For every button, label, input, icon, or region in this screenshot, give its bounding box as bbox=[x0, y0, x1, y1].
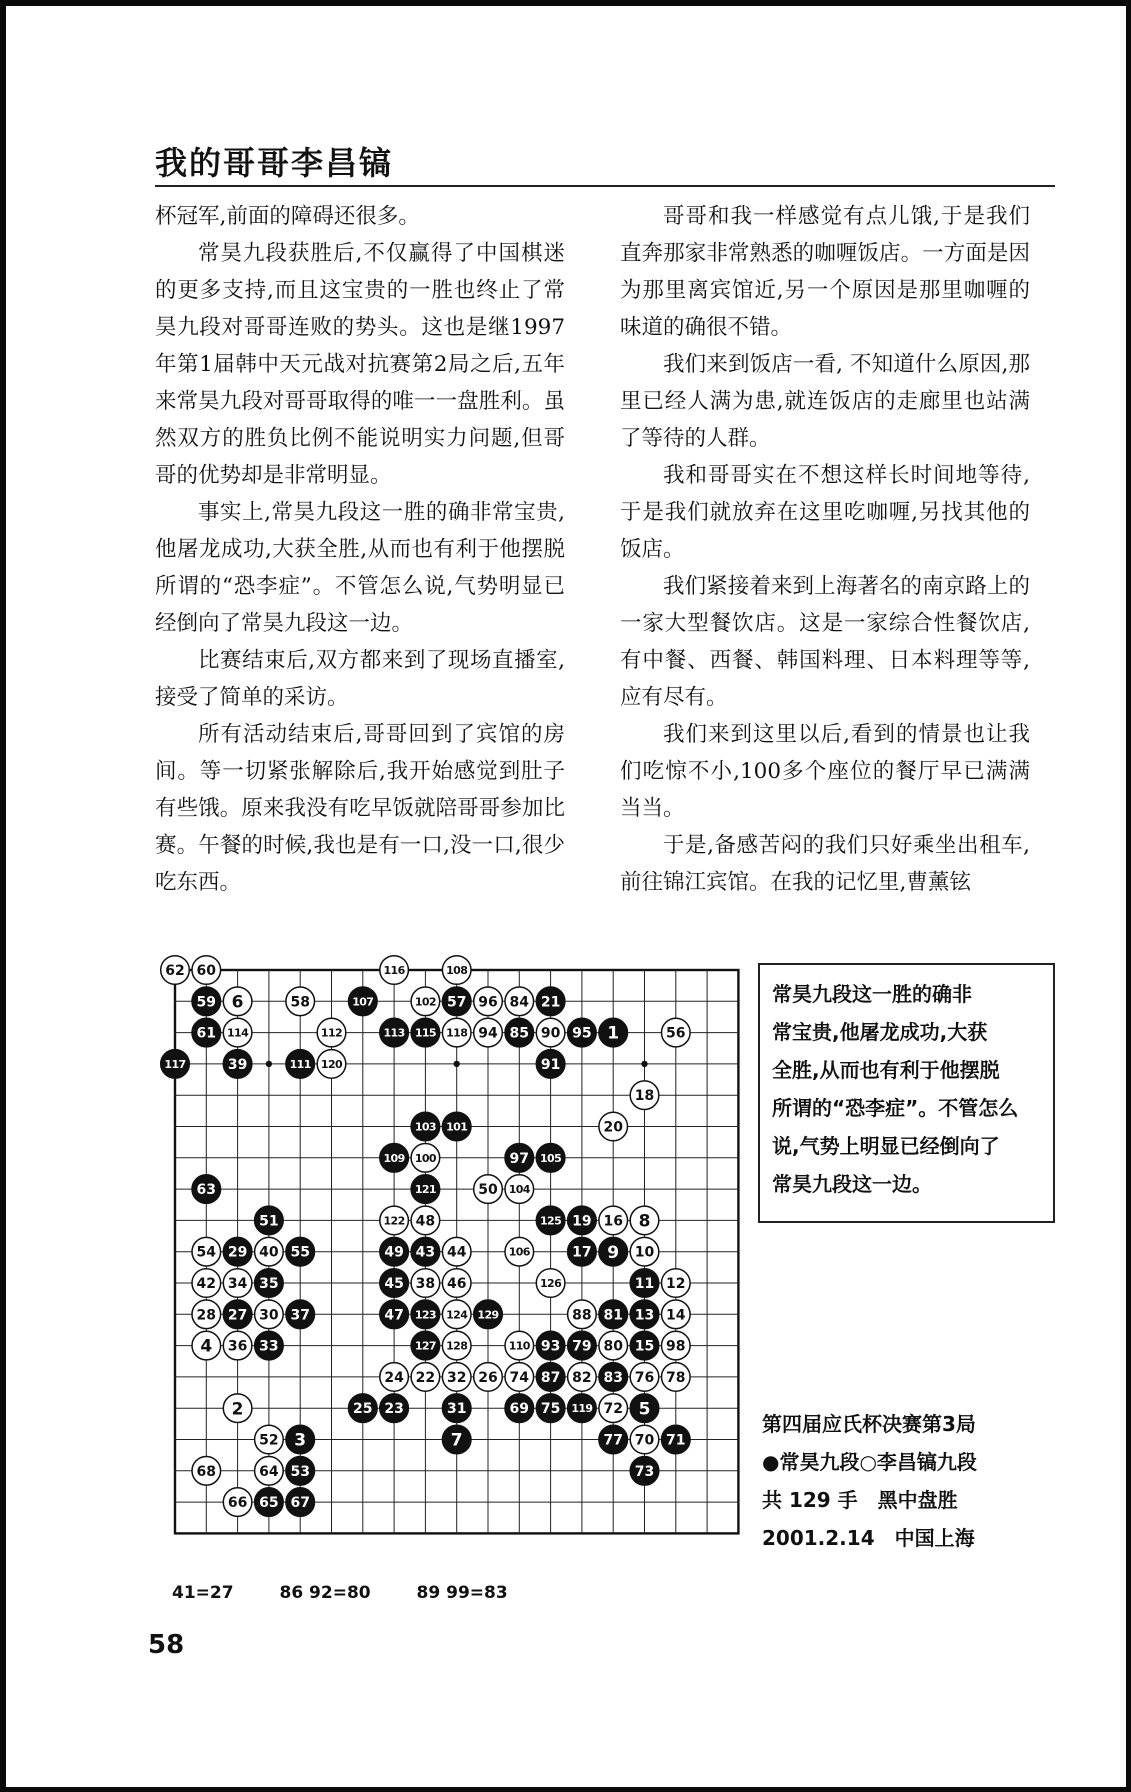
move-note: 86 92=80 bbox=[279, 1583, 371, 1603]
move-number: 18 bbox=[634, 1088, 655, 1105]
move-number: 75 bbox=[540, 1401, 561, 1418]
move-number: 26 bbox=[478, 1369, 498, 1386]
move-number: 98 bbox=[666, 1338, 686, 1355]
go-board-svg bbox=[164, 963, 728, 1555]
move-number: 55 bbox=[290, 1244, 310, 1261]
move-number: 17 bbox=[572, 1244, 592, 1261]
page-number: 58 bbox=[148, 1630, 185, 1660]
move-number: 42 bbox=[196, 1276, 217, 1293]
move-notes bbox=[172, 1583, 548, 1603]
game-players: ●常昊九段○李昌镐九段 bbox=[762, 1450, 977, 1474]
move-number: 32 bbox=[446, 1369, 467, 1386]
move-number: 29 bbox=[227, 1244, 248, 1261]
move-number: 81 bbox=[603, 1307, 623, 1324]
move-number: 71 bbox=[666, 1432, 686, 1449]
move-number: 13 bbox=[634, 1307, 655, 1324]
move-number: 49 bbox=[384, 1244, 404, 1261]
move-number: 47 bbox=[384, 1307, 404, 1324]
move-number: 84 bbox=[509, 994, 530, 1011]
move-number: 127 bbox=[414, 1339, 436, 1353]
move-note: 41=27 bbox=[172, 1583, 234, 1603]
move-note: 89 99=83 bbox=[416, 1583, 508, 1603]
move-number: 87 bbox=[540, 1369, 561, 1386]
move-number: 72 bbox=[603, 1401, 623, 1418]
move-number: 19 bbox=[572, 1213, 592, 1230]
quote-line: 常宝贵,他屠龙成功,大获 bbox=[772, 1020, 988, 1044]
page-border-bottom bbox=[0, 1787, 1131, 1792]
move-number: 51 bbox=[259, 1213, 279, 1230]
move-number: 105 bbox=[540, 1151, 562, 1165]
quote-line: 说,气势上明显已经倒向了 bbox=[772, 1134, 1000, 1158]
move-number: 25 bbox=[353, 1401, 373, 1418]
page-header-title: 我的哥哥李昌镐 bbox=[155, 144, 394, 182]
move-number: 23 bbox=[384, 1401, 404, 1418]
move-number: 83 bbox=[603, 1369, 623, 1386]
move-number: 76 bbox=[634, 1369, 655, 1386]
paragraph: 常昊九段获胜后,不仅赢得了中国棋迷的更多支持,而且这宝贵的一胜也终止了常昊九段对哥哥连败的势头。这也是继1997年第1届韩中天元战对抗赛第2局之后,五年来常昊九段对哥哥取得的唯一一盘胜利。虽然双方的胜负比例不能说明实力问题,但哥哥的优势却是非常明显。 bbox=[155, 241, 565, 488]
move-number: 118 bbox=[446, 1026, 468, 1040]
move-number: 80 bbox=[603, 1338, 623, 1355]
move-number: 67 bbox=[290, 1495, 310, 1512]
move-number: 40 bbox=[259, 1244, 279, 1261]
move-number: 68 bbox=[196, 1463, 217, 1480]
move-number: 126 bbox=[540, 1276, 562, 1290]
paragraph: 事实上,常昊九段这一胜的确非常宝贵,他屠龙成功,大获全胜,从而也有利于他摆脱所谓的“恐李症”。不管怎么说,气势明显已经倒向了常昊九段这一边。 bbox=[155, 500, 565, 636]
game-result: 共 129 手 黑中盘胜 bbox=[762, 1488, 958, 1512]
move-number: 88 bbox=[572, 1307, 592, 1324]
move-number: 59 bbox=[196, 994, 217, 1011]
move-number: 48 bbox=[415, 1213, 436, 1230]
move-number: 4 bbox=[200, 1336, 213, 1357]
move-number: 101 bbox=[446, 1120, 468, 1134]
move-number: 12 bbox=[666, 1276, 686, 1293]
move-number: 124 bbox=[446, 1308, 468, 1322]
page-border-left bbox=[0, 0, 6, 1792]
move-number: 21 bbox=[540, 994, 561, 1011]
move-number: 85 bbox=[509, 1025, 530, 1042]
move-number: 114 bbox=[227, 1026, 249, 1040]
move-number: 34 bbox=[227, 1276, 248, 1293]
pull-quote-box bbox=[758, 963, 1055, 1223]
move-number: 116 bbox=[383, 963, 405, 977]
move-number: 10 bbox=[634, 1244, 655, 1261]
move-number: 44 bbox=[446, 1244, 467, 1261]
move-number: 94 bbox=[478, 1025, 498, 1042]
move-number: 30 bbox=[259, 1307, 279, 1324]
move-number: 14 bbox=[666, 1307, 686, 1324]
move-number: 38 bbox=[415, 1276, 436, 1293]
page-border-top bbox=[0, 0, 1131, 6]
paragraph: 比赛结束后,双方都来到了现场直播室,接受了简单的采访。 bbox=[155, 648, 565, 710]
star-point bbox=[266, 1061, 272, 1067]
move-number: 74 bbox=[509, 1369, 530, 1386]
move-number: 11 bbox=[634, 1276, 655, 1293]
move-number: 123 bbox=[414, 1308, 436, 1322]
move-number: 2 bbox=[231, 1399, 244, 1420]
move-number: 50 bbox=[478, 1182, 498, 1199]
move-number: 70 bbox=[634, 1432, 655, 1449]
left-text-column bbox=[155, 198, 565, 901]
move-number: 56 bbox=[666, 1025, 686, 1042]
move-number: 53 bbox=[290, 1463, 310, 1480]
move-number: 22 bbox=[415, 1369, 436, 1386]
game-title: 第四届应氏杯决赛第3局 bbox=[762, 1412, 976, 1436]
right-text-column bbox=[620, 198, 1030, 901]
move-number: 73 bbox=[634, 1463, 655, 1480]
move-number: 54 bbox=[196, 1244, 217, 1261]
move-number: 108 bbox=[446, 963, 468, 977]
move-number: 78 bbox=[666, 1369, 686, 1386]
move-number: 60 bbox=[196, 963, 217, 980]
move-number: 6 bbox=[231, 992, 244, 1013]
move-number: 62 bbox=[165, 963, 185, 980]
game-info bbox=[762, 1405, 1062, 1557]
go-board-diagram bbox=[164, 963, 728, 1555]
move-number: 120 bbox=[320, 1057, 343, 1071]
move-number: 97 bbox=[509, 1150, 530, 1167]
move-number: 43 bbox=[415, 1244, 436, 1261]
move-number: 128 bbox=[446, 1339, 468, 1353]
paragraph: 所有活动结束后,哥哥回到了宾馆的房间。等一切紧张解除后,我开始感觉到肚子有些饿。原来我没有吃早饭就陪哥哥参加比赛。午餐的时候,我也是有一口,没一口,很少吃东西。 bbox=[155, 722, 565, 895]
paragraph: 杯冠军,前面的障碍还很多。 bbox=[155, 204, 420, 229]
star-point bbox=[641, 1061, 647, 1067]
paragraph: 我们紧接着来到上海著名的南京路上的一家大型餐饮店。这是一家综合性餐饮店,有中餐、西餐、韩国料理、日本料理等等,应有尽有。 bbox=[620, 574, 1030, 710]
move-number: 121 bbox=[414, 1183, 436, 1197]
quote-line: 所谓的“恐李症”。不管怎么 bbox=[772, 1096, 1019, 1120]
move-number: 46 bbox=[446, 1276, 467, 1293]
move-number: 111 bbox=[289, 1057, 311, 1071]
move-number: 125 bbox=[540, 1214, 562, 1228]
header-rule bbox=[155, 185, 1055, 187]
move-number: 20 bbox=[603, 1119, 623, 1136]
move-number: 28 bbox=[196, 1307, 217, 1324]
move-number: 95 bbox=[572, 1025, 592, 1042]
move-number: 113 bbox=[383, 1026, 405, 1040]
paragraph: 我和哥哥实在不想这样长时间地等待,于是我们就放弃在这里吃咖喱,另找其他的饭店。 bbox=[620, 463, 1030, 562]
move-number: 119 bbox=[571, 1402, 593, 1416]
move-number: 102 bbox=[414, 995, 436, 1009]
move-number: 9 bbox=[607, 1242, 620, 1263]
move-number: 8 bbox=[638, 1211, 651, 1232]
move-number: 64 bbox=[259, 1463, 279, 1480]
move-number: 36 bbox=[227, 1338, 248, 1355]
quote-line: 常昊九段这一边。 bbox=[772, 1172, 932, 1196]
move-number: 107 bbox=[352, 995, 374, 1009]
move-number: 5 bbox=[638, 1399, 651, 1420]
paragraph: 我们来到这里以后,看到的情景也让我们吃惊不小,100多个座位的餐厅早已满满当当。 bbox=[620, 722, 1030, 821]
move-number: 117 bbox=[164, 1057, 186, 1071]
move-number: 57 bbox=[446, 994, 467, 1011]
move-number: 69 bbox=[509, 1401, 530, 1418]
star-point bbox=[454, 1061, 460, 1067]
move-number: 103 bbox=[414, 1120, 436, 1134]
move-number: 61 bbox=[196, 1025, 217, 1042]
move-number: 3 bbox=[294, 1430, 307, 1451]
move-number: 45 bbox=[384, 1276, 404, 1293]
move-number: 66 bbox=[227, 1495, 248, 1512]
move-number: 58 bbox=[290, 994, 310, 1011]
move-number: 90 bbox=[540, 1025, 561, 1042]
move-number: 37 bbox=[290, 1307, 310, 1324]
move-number: 79 bbox=[572, 1338, 592, 1355]
page-border-right bbox=[1126, 0, 1131, 1792]
move-number: 115 bbox=[414, 1026, 436, 1040]
move-number: 39 bbox=[227, 1056, 248, 1073]
move-number: 96 bbox=[478, 994, 498, 1011]
move-number: 33 bbox=[259, 1338, 279, 1355]
move-number: 93 bbox=[540, 1338, 561, 1355]
move-number: 1 bbox=[607, 1023, 620, 1044]
move-number: 106 bbox=[508, 1245, 530, 1259]
move-number: 31 bbox=[446, 1401, 467, 1418]
paragraph: 哥哥和我一样感觉有点儿饿,于是我们直奔那家非常熟悉的咖喱饭店。一方面是因为那里离宾馆近,另一个原因是那里咖喱的味道的确很不错。 bbox=[620, 204, 1030, 340]
move-number: 35 bbox=[259, 1276, 279, 1293]
move-number: 109 bbox=[383, 1151, 405, 1165]
move-number: 7 bbox=[450, 1430, 463, 1451]
move-number: 112 bbox=[320, 1026, 343, 1040]
move-number: 129 bbox=[477, 1308, 499, 1322]
move-number: 65 bbox=[259, 1495, 279, 1512]
move-number: 16 bbox=[603, 1213, 623, 1230]
move-number: 77 bbox=[603, 1432, 623, 1449]
quote-line: 全胜,从而也有利于他摆脱 bbox=[772, 1058, 1000, 1082]
move-number: 100 bbox=[414, 1151, 436, 1165]
move-number: 122 bbox=[383, 1214, 405, 1228]
move-number: 110 bbox=[508, 1339, 530, 1353]
paragraph: 于是,备感苦闷的我们只好乘坐出租车,前往锦江宾馆。在我的记忆里,曹薰铉 bbox=[620, 833, 1030, 895]
move-number: 24 bbox=[384, 1369, 404, 1386]
paragraph: 我们来到饭店一看, 不知道什么原因,那里已经人满为患,就连饭店的走廊里也站满了等待的人群。 bbox=[620, 352, 1030, 451]
move-number: 82 bbox=[572, 1369, 592, 1386]
game-date-place: 2001.2.14 中国上海 bbox=[762, 1526, 975, 1550]
move-number: 15 bbox=[634, 1338, 655, 1355]
move-number: 104 bbox=[508, 1183, 530, 1197]
move-number: 27 bbox=[227, 1307, 248, 1324]
move-number: 52 bbox=[259, 1432, 279, 1449]
move-number: 63 bbox=[196, 1182, 217, 1199]
move-number: 91 bbox=[540, 1056, 561, 1073]
quote-line: 常昊九段这一胜的确非 bbox=[772, 982, 972, 1006]
